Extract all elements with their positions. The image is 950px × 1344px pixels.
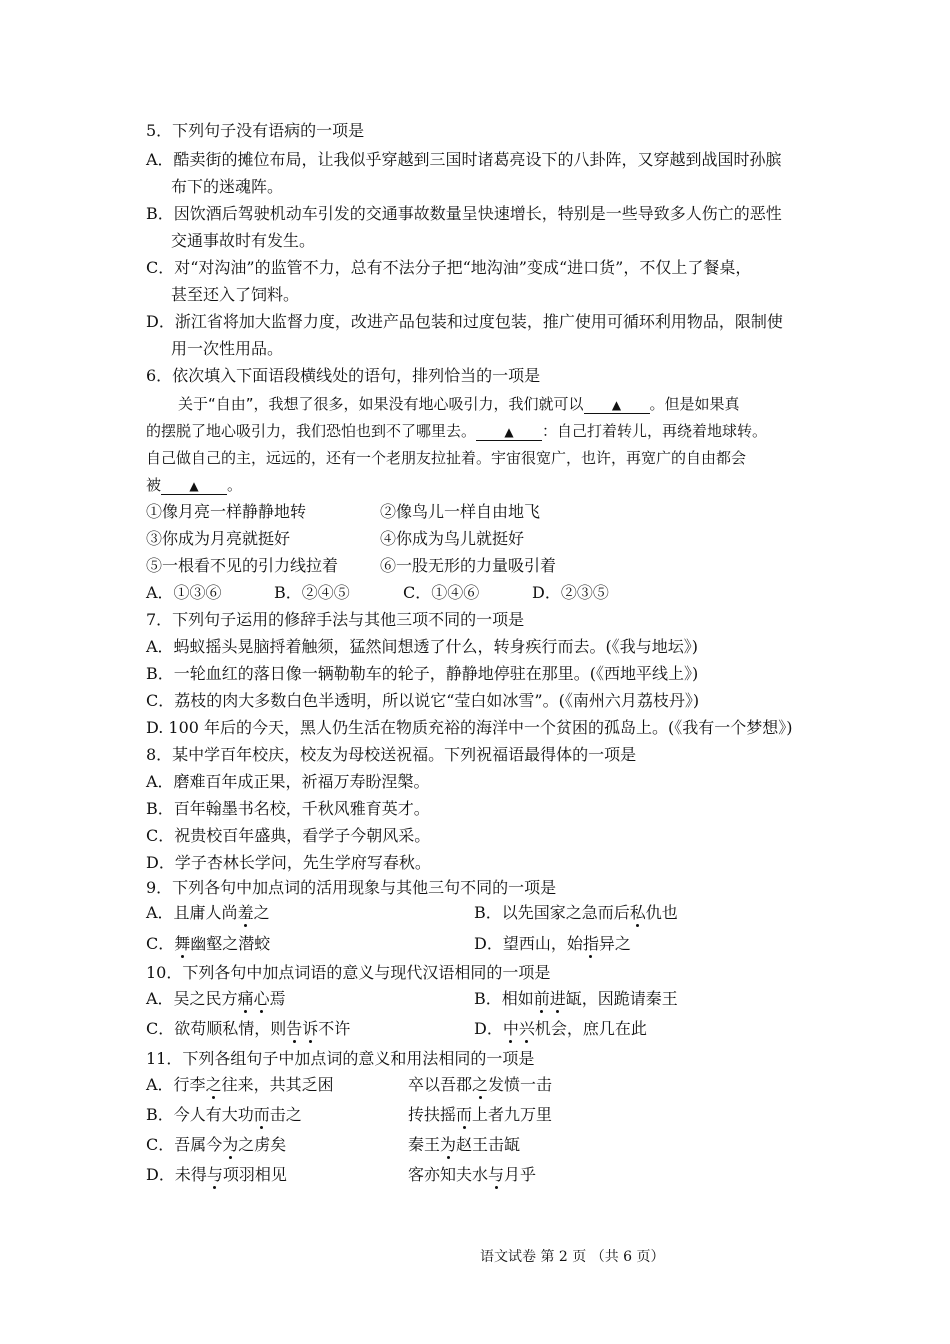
q5-option-b: B．因饮酒后驾驶机动车引发的交通事故数量呈快速增长，特别是一些导致多人伤亡的恶性 [146, 204, 782, 223]
answer-blank-1: ▲ [584, 397, 650, 414]
q7-stem: 7．下列句子运用的修辞手法与其他三项不同的一项是 [146, 610, 525, 629]
q6-item-3: ③你成为月亮就挺好 [146, 529, 291, 548]
q5-option-c: C．对“对沟油”的监管不力，总有不法分子把“地沟油”变成“进口货”，不仅上了餐桌， [146, 258, 752, 277]
q9-option-b: B．以先国家之急而后私仇也 [474, 903, 678, 922]
q6-passage-line1: 关于“自由”，我想了很多，如果没有地心吸引力，我们就可以 ▲ 。但是如果真 [178, 395, 740, 413]
emphasis-dot-word: 之 [472, 1075, 489, 1094]
q5-option-d-cont: 用一次性用品。 [171, 339, 284, 358]
q8-option-a: A．磨难百年成正果，祈福万寿盼涅槃。 [146, 772, 430, 791]
q5-option-d: D．浙江省将加大监督力度，改进产品包装和过度包装，推广使用可循环利用物品，限制使 [146, 312, 783, 331]
q11-option-a-left: A．行李之往来，共其乏困 [146, 1075, 334, 1094]
q5-stem: 5．下列句子没有语病的一项是 [146, 121, 365, 140]
q11-option-c-right: 秦王为赵王击缻 [408, 1135, 521, 1154]
q8-option-b: B．百年翰墨书名校，千秋风雅育英才。 [146, 799, 430, 818]
emphasis-dot-word: 而 [253, 1105, 270, 1124]
emphasis-dot-word: 指 [582, 934, 599, 953]
emphasis-dot-word: 为 [440, 1135, 457, 1154]
q10-stem: 10．下列各句中加点词语的意义与现代汉语相同的一项是 [146, 963, 551, 982]
q6-passage-line4: 被 ▲ 。 [146, 476, 243, 494]
emphasis-dot-word: 之 [205, 1075, 222, 1094]
q10-option-d: D．中兴机会，庶几在此 [474, 1019, 647, 1038]
q10-option-a: A．吴之民方痛心焉 [146, 989, 286, 1008]
q8-option-c: C．祝贵校百年盛典，看学子今朝风采。 [146, 826, 431, 845]
emphasis-dot-word: 诉 [302, 1019, 319, 1038]
emphasis-dot-word: 私 [629, 903, 646, 922]
q11-stem: 11．下列各组句子中加点词的意义和用法相同的一项是 [146, 1049, 535, 1068]
emphasis-dot-word: 与 [206, 1165, 223, 1184]
q5-option-a-cont: 布下的迷魂阵。 [171, 177, 284, 196]
q9-option-c: C．舞幽壑之潜蛟 [146, 934, 271, 953]
q6-choice-b: B．②④⑤ [274, 583, 350, 602]
q6-item-5: ⑤一根看不见的引力线拉着 [146, 556, 339, 575]
q11-option-c-left: C．吾属今为之虏矣 [146, 1135, 287, 1154]
q11-option-d-left: D．未得与项羽相见 [146, 1165, 287, 1184]
emphasis-dot-word: 进 [549, 989, 566, 1008]
q8-option-d: D．学子杏林长学问，先生学府写春秋。 [146, 853, 431, 872]
q11-option-b-left: B．今人有大功而击之 [146, 1105, 302, 1124]
emphasis-dot-word: 中 [502, 1019, 519, 1038]
emphasis-dot-word: 告 [286, 1019, 303, 1038]
q5-option-c-cont: 甚至还入了饲料。 [171, 285, 300, 304]
q11-option-a-right: 卒以吾郡之发愤一击 [408, 1075, 553, 1094]
q7-option-d: D. 100 年后的今天，黑人仍生活在物质充裕的海洋中一个贫困的孤岛上。(《我有一个梦想》) [146, 718, 793, 737]
q9-option-d: D．望西山，始指异之 [474, 934, 631, 953]
emphasis-dot-word: 舞 [174, 934, 191, 953]
q11-option-d-right: 客亦知夫水与月乎 [408, 1165, 537, 1184]
emphasis-dot-word: 痛 [237, 989, 254, 1008]
emphasis-dot-word: 兴 [518, 1019, 535, 1038]
page-footer: 语文试卷 第 2 页 （共 6 页） [480, 1249, 665, 1265]
q6-item-1: ①像月亮一样静静地转 [146, 502, 307, 521]
q6-item-6: ⑥一股无形的力量吸引着 [380, 556, 557, 575]
q9-stem: 9．下列各句中加点词的活用现象与其他三句不同的一项是 [146, 878, 557, 897]
q9-option-a: A．且庸人尚羞之 [146, 903, 270, 922]
q8-stem: 8．某中学百年校庆，校友为母校送祝福。下列祝福语最得体的一项是 [146, 745, 637, 764]
q7-option-b: B．一轮血红的落日像一辆勒勒车的轮子，静静地停驻在那里。(《西地平线上》) [146, 664, 699, 683]
answer-blank-2: ▲ [476, 424, 542, 441]
emphasis-dot-word: 与 [488, 1165, 505, 1184]
q6-choice-a: A．①③⑥ [146, 583, 222, 602]
q6-item-2: ②像鸟儿一样自由地飞 [380, 502, 541, 521]
q5-option-b-cont: 交通事故时有发生。 [171, 231, 316, 250]
q6-choice-c: C．①④⑥ [403, 583, 480, 602]
emphasis-dot-word: 羞 [237, 903, 254, 922]
q6-choice-d: D．②③⑤ [532, 583, 609, 602]
emphasis-dot-word: 心 [253, 989, 270, 1008]
q7-option-a: A．蚂蚁摇头晃脑捋着触须，猛然间想透了什么，转身疾行而去。(《我与地坛》) [146, 637, 699, 656]
q6-stem: 6．依次填入下面语段横线处的语句，排列恰当的一项是 [146, 366, 541, 385]
emphasis-dot-word: 而 [456, 1105, 473, 1124]
emphasis-dot-word: 前 [533, 989, 550, 1008]
q6-passage-line2: 的摆脱了地心吸引力，我们恐怕也到不了哪里去。 ▲ ：自己打着转儿，再绕着地球转。 [146, 422, 768, 440]
answer-blank-3: ▲ [161, 478, 227, 495]
q10-option-c: C．欲苟顺私情，则告诉不许 [146, 1019, 351, 1038]
emphasis-dot-word: 为 [222, 1135, 239, 1154]
q5-option-a: A．酷卖街的摊位布局，让我似乎穿越到三国时诸葛亮设下的八卦阵，又穿越到战国时孙膑 [146, 150, 782, 169]
q11-option-b-right: 抟扶摇而上者九万里 [408, 1105, 553, 1124]
q7-option-c: C．荔枝的肉大多数白色半透明，所以说它“莹白如冰雪”。(《南州六月荔枝丹》) [146, 691, 700, 710]
q6-item-4: ④你成为鸟儿就挺好 [380, 529, 525, 548]
q6-passage-line3: 自己做自己的主，远远的，还有一个老朋友拉扯着。宇宙很宽广，也许，再宽广的自由都会 [146, 449, 747, 467]
q10-option-b: B．相如前进缻，因跪请秦王 [474, 989, 678, 1008]
